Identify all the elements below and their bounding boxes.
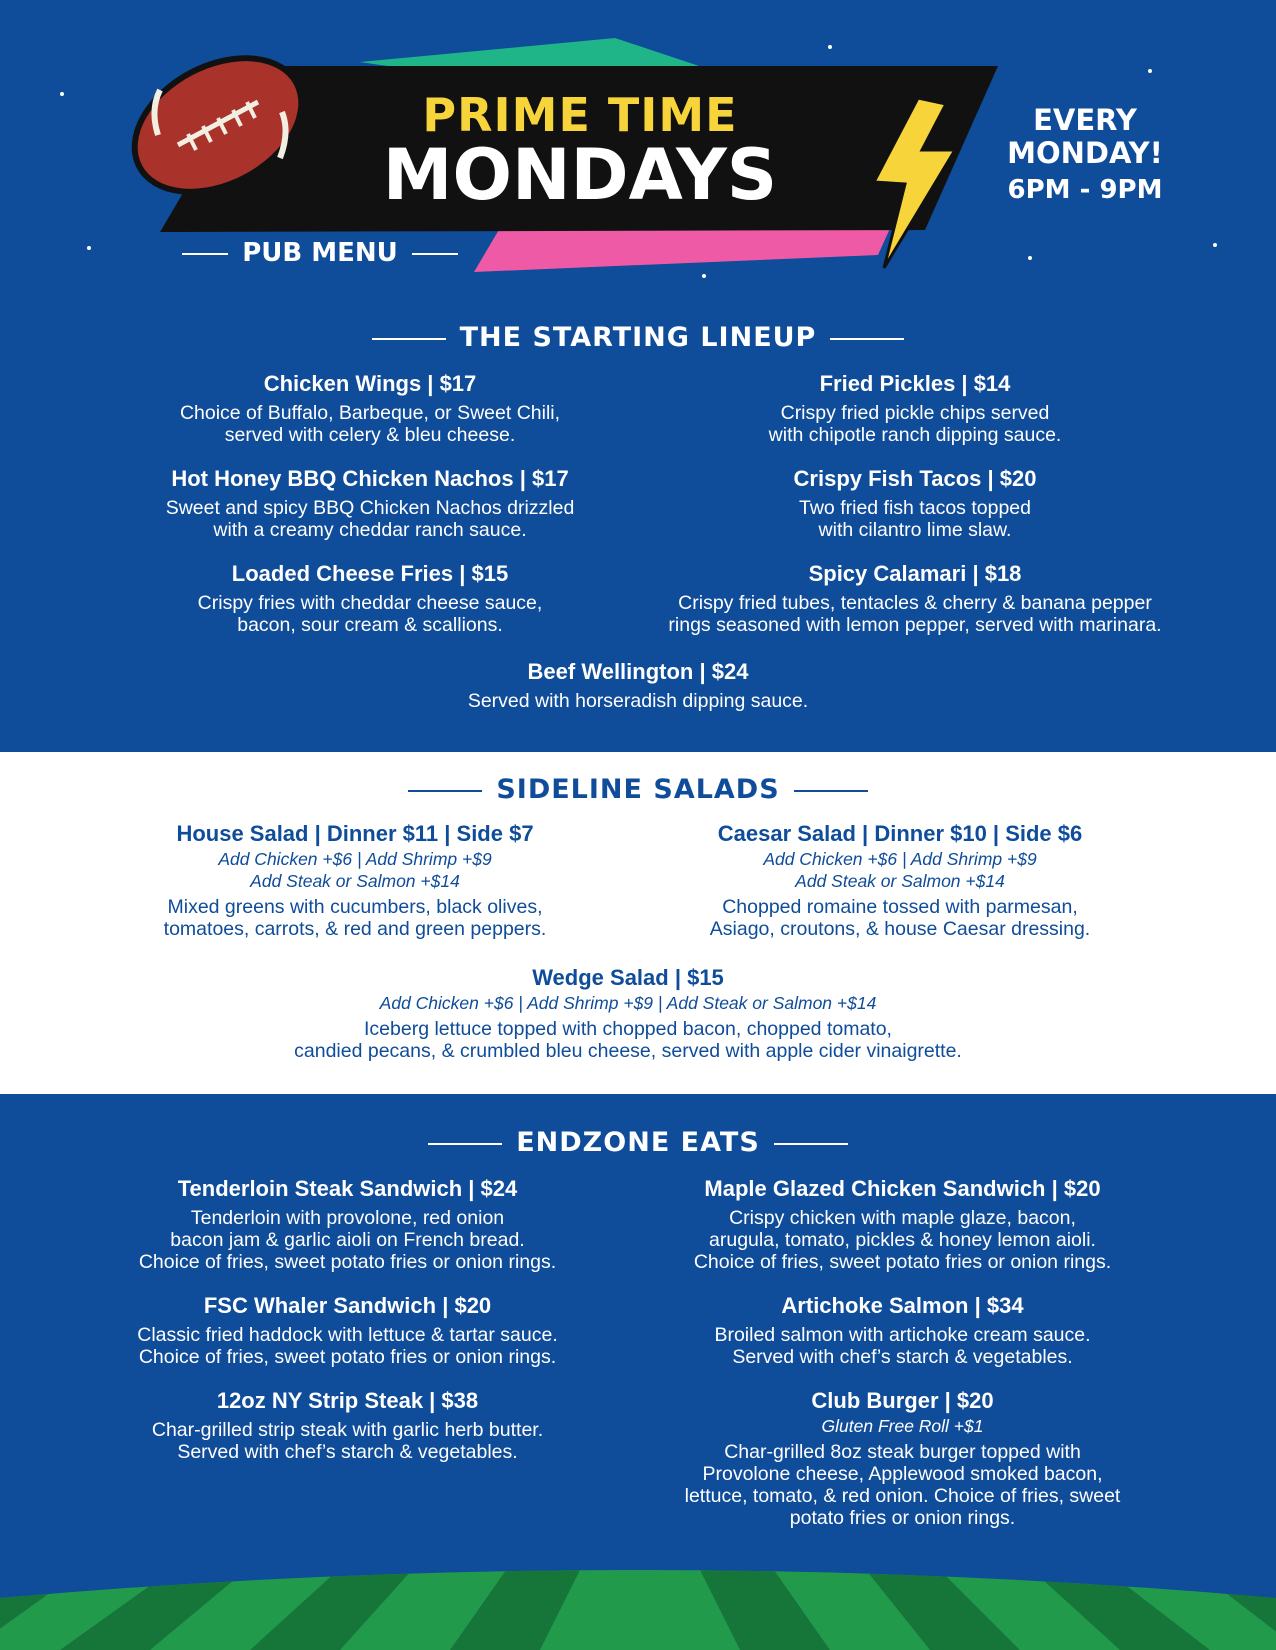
menu-item-title: Hot Honey BBQ Chicken Nachos | $17: [171, 466, 569, 491]
menu-item-title: Maple Glazed Chicken Sandwich | $20: [704, 1176, 1101, 1201]
description-line: Tenderloin with provolone, red onion: [190, 1207, 505, 1229]
description-line: bacon jam & garlic aioli on French bread.: [170, 1229, 525, 1251]
heading-rule-left: [428, 1143, 502, 1145]
menu-item: [338, 658, 938, 712]
addon-line: Add Chicken +$6 | Add Shrimp +$9: [218, 849, 492, 869]
description-line: Choice of fries, sweet potato fries or onion rings.: [693, 1251, 1112, 1273]
menu-item-title: Spicy Calamari | $18: [808, 561, 1022, 586]
description-line: bacon, sour cream & scallions.: [237, 614, 503, 636]
section-heading-starters: [0, 322, 1276, 353]
description-line: Iceberg lettuce topped with chopped bacon, chopped tomato,: [364, 1018, 892, 1040]
menu-item-title: Beef Wellington | $24: [527, 659, 749, 684]
menu-item-addons: [635, 1415, 1170, 1437]
menu-item-description: [635, 1207, 1170, 1273]
menu-item-description: [110, 592, 630, 636]
heading-rule-left: [372, 338, 446, 340]
section-heading-entrees: [0, 1127, 1276, 1158]
menu-item-title: 12oz NY Strip Steak | $38: [216, 1388, 479, 1413]
addon-line: Add Chicken +$6 | Add Shrimp +$9: [763, 849, 1037, 869]
description-line: rings seasoned with lemon pepper, served with marinara.: [668, 614, 1162, 636]
menu-item-title: Club Burger | $20: [811, 1388, 994, 1413]
addon-line: Add Steak or Salmon +$14: [795, 871, 1005, 891]
menu-item: [635, 1292, 1170, 1368]
description-line: Served with horseradish dipping sauce.: [467, 690, 809, 712]
description-line: Provolone cheese, Applewood smoked bacon,: [702, 1463, 1103, 1485]
title-line-1: PRIME TIME: [422, 88, 738, 142]
menu-item: [655, 820, 1145, 940]
menu-item: [110, 820, 600, 940]
menu-item: [80, 1387, 615, 1463]
description-line: Choice of fries, sweet potato fries or onion rings.: [138, 1251, 557, 1273]
menu-item-description: [110, 896, 600, 940]
menu-item: [110, 370, 630, 446]
description-line: tomatoes, carrots, & red and green peppers.: [163, 918, 547, 940]
section-heading-salads: [0, 774, 1276, 805]
menu-item-description: [80, 1324, 615, 1368]
addon-line: Add Chicken +$6 | Add Shrimp +$9 | Add Steak or Salmon +$14: [379, 993, 877, 1013]
menu-item-description: [110, 402, 630, 446]
menu-item-description: [80, 1207, 615, 1273]
menu-item-title: Chicken Wings | $17: [263, 371, 477, 396]
addon-line: Add Steak or Salmon +$14: [250, 871, 460, 891]
menu-item-addons: [655, 848, 1145, 892]
description-line: Choice of fries, sweet potato fries or onion rings.: [138, 1346, 557, 1368]
section-heading-text: SIDELINE SALADS: [496, 774, 780, 805]
menu-item-title: Tenderloin Steak Sandwich | $24: [177, 1176, 518, 1201]
description-line: Crispy chicken with maple glaze, bacon,: [729, 1207, 1076, 1229]
heading-rule-right: [830, 338, 904, 340]
description-line: Asiago, croutons, & house Caesar dressing.: [709, 918, 1091, 940]
description-line: Choice of Buffalo, Barbeque, or Sweet Chili,: [179, 402, 561, 424]
menu-item-description: [635, 1324, 1170, 1368]
menu-item-description: [635, 1441, 1170, 1529]
description-line: Served with chef’s starch & vegetables.: [177, 1441, 518, 1463]
heading-rule-right: [774, 1143, 848, 1145]
menu-item-title: Fried Pickles | $14: [819, 371, 1011, 396]
menu-item-title: Caesar Salad | Dinner $10 | Side $6: [717, 821, 1083, 846]
pub-menu-subtitle: PUB MENU: [242, 238, 398, 268]
schedule-block: [985, 104, 1185, 210]
menu-item-description: [655, 896, 1145, 940]
description-line: with a creamy cheddar ranch sauce.: [213, 519, 527, 541]
description-line: Broiled salmon with artichoke cream sauce.: [714, 1324, 1091, 1346]
menu-item-title: Loaded Cheese Fries | $15: [231, 561, 509, 586]
section-heading-text: THE STARTING LINEUP: [459, 322, 817, 353]
title-line-2: MONDAYS: [382, 134, 778, 216]
menu-item-title: FSC Whaler Sandwich | $20: [203, 1293, 492, 1318]
menu-item-description: [80, 1419, 615, 1463]
description-line: Chopped romaine tossed with parmesan,: [722, 896, 1078, 918]
menu-item-title: Crispy Fish Tacos | $20: [793, 466, 1037, 491]
description-line: Crispy fried tubes, tentacles & cherry & banana pepper: [678, 592, 1152, 614]
menu-item-addons: [198, 992, 1058, 1014]
menu-item-addons: [110, 848, 600, 892]
heading-rule-right: [794, 790, 868, 792]
description-line: served with celery & bleu cheese.: [224, 424, 516, 446]
description-line: Served with chef’s starch & vegetables.: [732, 1346, 1073, 1368]
description-line: Char-grilled strip steak with garlic herb butter.: [151, 1419, 544, 1441]
section-heading-text: ENDZONE EATS: [516, 1127, 760, 1158]
menu-item: [80, 1175, 615, 1273]
football-field-graphic: [0, 1550, 1276, 1650]
menu-item: [198, 964, 1058, 1062]
menu-item: [645, 465, 1185, 541]
description-line: lettuce, tomato, & red onion. Choice of fries, sweet: [684, 1485, 1121, 1507]
menu-item: [610, 560, 1220, 636]
pink-accent-shape: [474, 224, 892, 272]
menu-item-description: [610, 592, 1220, 636]
menu-item-description: [645, 402, 1185, 446]
schedule-line-1: EVERY: [1033, 103, 1137, 137]
description-line: Char-grilled 8oz steak burger topped with: [724, 1441, 1081, 1463]
description-line: Two fried fish tacos topped: [799, 497, 1031, 519]
schedule-time: 6PM - 9PM: [1007, 175, 1163, 205]
description-line: Crispy fries with cheddar cheese sauce,: [197, 592, 543, 614]
description-line: arugula, tomato, pickles & honey lemon aioli.: [709, 1229, 1096, 1251]
menu-item: [635, 1175, 1170, 1273]
description-line: with cilantro lime slaw.: [818, 519, 1012, 541]
description-line: with chipotle ranch dipping sauce.: [768, 424, 1062, 446]
menu-item-description: [198, 1018, 1058, 1062]
menu-item-title: House Salad | Dinner $11 | Side $7: [176, 821, 534, 846]
description-line: candied pecans, & crumbled bleu cheese, served with apple cider vinaigrette.: [294, 1040, 962, 1062]
menu-item: [635, 1387, 1170, 1529]
menu-item: [110, 465, 630, 541]
description-line: Crispy fried pickle chips served: [780, 402, 1050, 424]
menu-item-description: [645, 497, 1185, 541]
menu-item-description: [110, 497, 630, 541]
description-line: Mixed greens with cucumbers, black olives,: [167, 896, 543, 918]
description-line: Sweet and spicy BBQ Chicken Nachos drizzled: [165, 497, 575, 519]
menu-item: [110, 560, 630, 636]
menu-item-description: [338, 690, 938, 712]
addon-line: Gluten Free Roll +$1: [821, 1416, 984, 1436]
heading-rule-left: [408, 790, 482, 792]
menu-item-title: Artichoke Salmon | $34: [781, 1293, 1024, 1318]
menu-item-title: Wedge Salad | $15: [532, 965, 724, 990]
schedule-line-2: MONDAY!: [1007, 136, 1163, 170]
description-line: Classic fried haddock with lettuce & tartar sauce.: [137, 1324, 558, 1346]
menu-item: [645, 370, 1185, 446]
menu-item: [80, 1292, 615, 1368]
description-line: potato fries or onion rings.: [789, 1507, 1016, 1529]
